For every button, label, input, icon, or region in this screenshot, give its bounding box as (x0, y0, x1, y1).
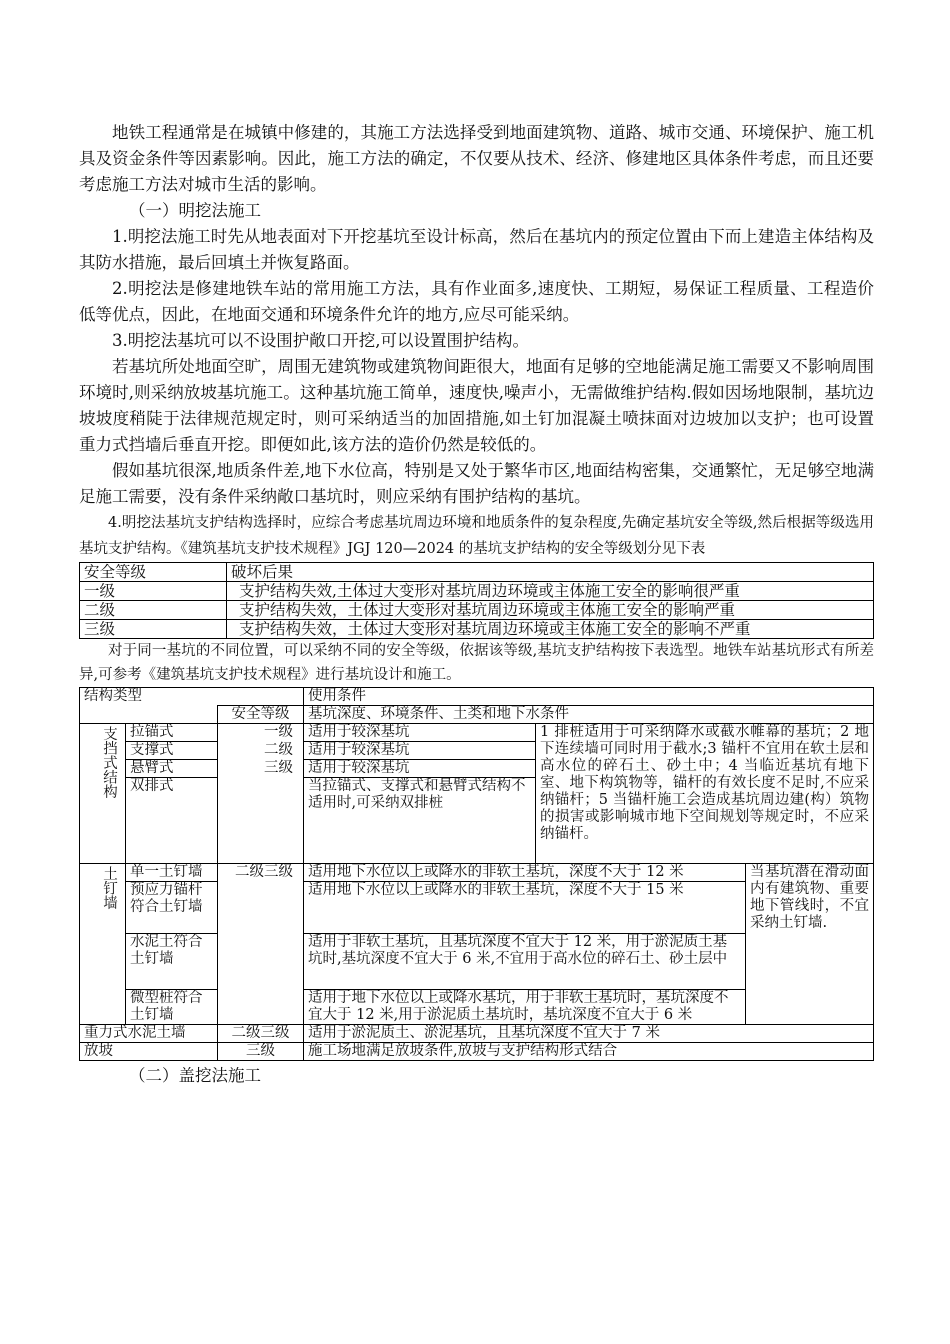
paragraph-3: 3.明挖法基坑可以不设围护敞口开挖,可以设置围护结构。 (112, 331, 529, 350)
table-row (80, 688, 874, 706)
table-cell: 适用于较深基坑 (304, 742, 536, 760)
table-cell: 水泥土符合土钉墙 (126, 934, 218, 990)
table-row (80, 601, 874, 620)
table-cell: 当基坑潜在滑动面内有建筑物、重要地下管线时，不宜采纳土钉墙. (746, 864, 874, 1025)
table-cell: 适用于淤泥质土、淤泥基坑，且基坑深度不宜大于 7 米 (304, 1025, 874, 1043)
table-cell: 单一土钉墙 (126, 864, 218, 882)
table-cell: 三级 (80, 620, 227, 639)
support-structure-table (79, 687, 874, 1061)
table-row (80, 563, 874, 582)
paragraph-6: 4.明挖法基坑支护结构选择时，应综合考虑基坑周边环境和地质条件的复杂程度,先确定基坑安全等级,然后根据等级选用基坑支护结构。《建筑基坑支护技术规程》JGJ 120—2024 的基坑支护结构的安全等级划分见下表 (79, 515, 874, 557)
table-cell: 二级三级 (218, 1025, 304, 1043)
table-cell: 二级 (218, 742, 304, 760)
paragraph-1: 1.明挖法施工时先从地表面对下开挖基坑至设计标高，然后在基坑内的预定位置由下而上建造主体结构及其防水措施，最后回填土并恢复路面。 (79, 227, 874, 272)
table-cell: 双排式 (126, 778, 218, 864)
table-row (80, 620, 874, 639)
table-header: 使用条件 (304, 688, 874, 706)
paragraph-4: 若基坑所处地面空旷，周围无建筑物或建筑物间距很大，地面有足够的空地能满足施工需要又不影响周围环境时,则采纳放坡基坑施工。这种基坑施工简单，速度快,噪声小，无需做维护结构.假如因场地限制，基坑边坡坡度稍陡于法律规范规定时，则可采纳适当的加固措施,如土钉加混凝土喷抹面对边坡加以支护；也可设置重力式挡墙后垂直开挖。即便如此,该方法的造价仍然是较低的。 (79, 357, 874, 454)
table-cell: 支护结构失效，土体过大变形对基坑周边环境或主体施工安全的影响不严重 (227, 620, 874, 639)
table-cell: 一级 (218, 724, 304, 742)
table-header: 安全等级 (218, 706, 304, 724)
table-cell: 适用地下水位以上或降水的非软土基坑，深度不大于 12 米 (304, 864, 746, 882)
table-cell: 适用于较深基坑 (304, 760, 536, 778)
table-row (80, 1025, 874, 1043)
table-cell: 支护结构失效，土体过大变形对基坑周边环境或主体施工安全的影响严重 (227, 601, 874, 620)
table-cell: 悬臂式 (126, 760, 218, 778)
table-row (80, 1043, 874, 1061)
table-header: 安全等级 (80, 563, 227, 582)
table-cell (218, 778, 304, 864)
table-header: 结构类型 (80, 688, 304, 706)
table-row (80, 582, 874, 601)
document-page (79, 120, 874, 1089)
section-heading-open-cut: （一）明挖法施工 (129, 201, 261, 220)
table-cell: 适用地下水位以上或降水的非软土基坑，深度不大于 15 米 (304, 882, 746, 934)
table-cell: 放坡 (80, 1043, 218, 1061)
section-heading-cover-cut: （二）盖挖法施工 (129, 1066, 261, 1085)
table-cell: 重力式水泥土墙 (80, 1025, 218, 1043)
table-row (80, 724, 874, 742)
table-cell: 微型桩符合土钉墙 (126, 990, 218, 1025)
table-cell: 施工场地满足放坡条件,放坡与支护结构形式结合 (304, 1043, 874, 1061)
table-cell: 支撑式 (126, 742, 218, 760)
table-cell: 适用于较深基坑 (304, 724, 536, 742)
table-cell: 三级 (218, 760, 304, 778)
table-header: 基坑深度、环境条件、土类和地下水条件 (304, 706, 874, 724)
table-cell: 支护结构失效,土体过大变形对基坑周边环境或主体施工安全的影响很严重 (227, 582, 874, 601)
paragraph-5: 假如基坑很深,地质条件差,地下水位高，特别是又处于繁华市区,地面结构密集，交通繁忙，无足够空地满足施工需要，没有条件采纳敞口基坑时，则应采纳有围护结构的基坑。 (79, 461, 874, 506)
table-cell: 适用于非软土基坑，且基坑深度不宜大于 12 米，用于淤泥质土基坑时,基坑深度不宜大于 6 米,不宜用于高水位的碎石土、砂土层中 (304, 934, 746, 990)
table-header: 破坏后果 (227, 563, 874, 582)
table-cell: 适用于地下水位以上或降水基坑，用于非软土基坑时，基坑深度不宜大于 12 米,用于淤泥质土基坑时，基坑深度不宜大于 6 米 (304, 990, 746, 1025)
table-cell: 一级 (80, 582, 227, 601)
paragraph-7: 对于同一基坑的不同位置，可以采纳不同的安全等级，依据该等级,基坑支护结构按下表选型。地铁车站基坑形式有所差异,可参考《建筑基坑支护技术规程》进行基坑设计和施工。 (79, 643, 874, 683)
table-cell: 1 排桩适用于可采纳降水或截水帷幕的基坑；2 地下连续墙可同时用于截水;3 锚杆不宜用在软土层和高水位的碎石土、砂土中；4 当临近基坑有地下室、地下构筑物等，锚杆的有效长度不足时,不应采纳锚杆；5 当锚杆施工会造成基坑周边建(构）筑物的损害或影响城市地下空间规划等规定时，不应采纳锚杆。 (536, 724, 874, 864)
group-label: 支挡式结构 (80, 724, 126, 864)
table-cell: 当拉锚式、支撑式和悬臂式结构不适用时,可采纳双排桩 (304, 778, 536, 864)
table-cell (80, 706, 218, 724)
table-row (80, 864, 874, 882)
table-cell: 二级 (80, 601, 227, 620)
table-cell: 二级三级 (218, 864, 304, 1025)
paragraph-2: 2.明挖法是修建地铁车站的常用施工方法，具有作业面多,速度快、工期短，易保证工程质量、工程造价低等优点，因此，在地面交通和环境条件允许的地方,应尽可能采纳。 (79, 279, 874, 324)
table-cell: 拉锚式 (126, 724, 218, 742)
safety-level-table (79, 562, 874, 639)
table-cell: 三级 (218, 1043, 304, 1061)
intro-paragraph: 地铁工程通常是在城镇中修建的，其施工方法选择受到地面建筑物、道路、城市交通、环境保护、施工机具及资金条件等因素影响。因此，施工方法的确定，不仅要从技术、经济、修建地区具体条件考虑，而且还要考虑施工方法对城市生活的影响。 (79, 123, 874, 194)
group-label: 土钉墙 (80, 864, 126, 1025)
table-row (80, 706, 874, 724)
table-cell: 预应力锚杆符合土钉墙 (126, 882, 218, 934)
